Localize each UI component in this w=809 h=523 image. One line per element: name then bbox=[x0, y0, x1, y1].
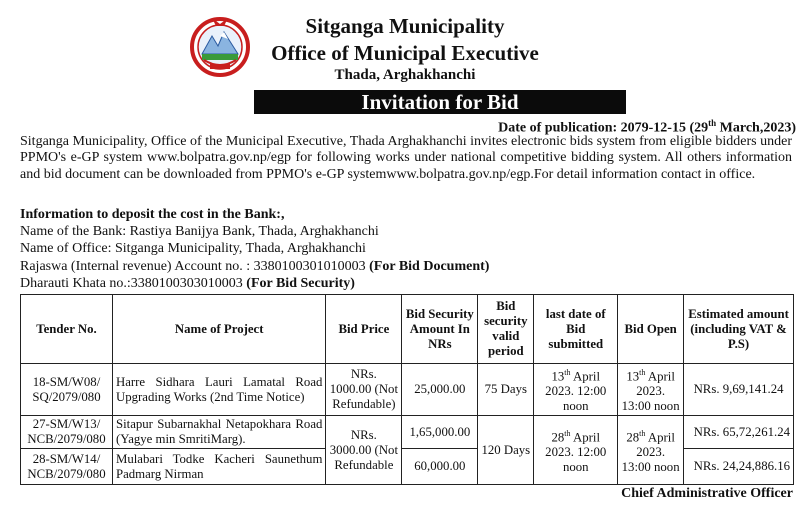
last-date: 28th April 2023. 12:00 noon bbox=[534, 416, 618, 485]
bid-table bbox=[20, 294, 794, 485]
last-date: 13th April 2023. 12:00 noon bbox=[534, 364, 618, 416]
header-estimated-amount: Estimated amount (including VAT & P.S) bbox=[684, 295, 794, 364]
office-title: Office of Municipal Executive bbox=[271, 41, 539, 65]
bank-info-heading: Information to deposit the cost in the Bank:, bbox=[20, 207, 285, 222]
header-bid-price: Bid Price bbox=[326, 295, 402, 364]
table-row bbox=[21, 364, 794, 416]
valid-period: 75 Days bbox=[478, 364, 534, 416]
municipality-title: Sitganga Municipality bbox=[305, 14, 505, 38]
table-row bbox=[21, 416, 794, 449]
header-last-date: last date of Bid submitted bbox=[534, 295, 618, 364]
valid-period: 120 Days bbox=[478, 416, 534, 485]
bid-security: 1,65,000.00 bbox=[402, 416, 478, 449]
header-tender-no: Tender No. bbox=[21, 295, 113, 364]
table-header-row bbox=[21, 295, 794, 364]
bid-security: 25,000.00 bbox=[402, 364, 478, 416]
bid-security: 60,000.00 bbox=[402, 449, 478, 485]
bank-name: Name of the Bank: Rastiya Banijya Bank, Thada, Arghakhanchi bbox=[20, 224, 379, 239]
header-bid-open: Bid Open bbox=[618, 295, 684, 364]
project-name: Sitapur Subarnakhal Netapokhara Road (Yagye min SmritiMarg). bbox=[112, 416, 325, 449]
bid-price: NRs. 1000.00 (Not Refundable) bbox=[326, 364, 402, 416]
tender-no: 28-SM/W14/ NCB/2079/080 bbox=[21, 449, 113, 485]
estimated-amount: NRs. 9,69,141.24 bbox=[684, 364, 794, 416]
notice-banner: Invitation for Bid bbox=[254, 90, 626, 114]
office-name: Name of Office: Sitganga Municipality, Thada, Arghakhanchi bbox=[20, 241, 366, 256]
office-location: Thada, Arghakhanchi bbox=[334, 67, 476, 83]
header-project: Name of Project bbox=[112, 295, 325, 364]
project-name: Mulabari Todke Kacheri Saunethum Padmarg Nirman bbox=[112, 449, 325, 485]
bid-price: NRs. 3000.00 (Not Refundable bbox=[326, 416, 402, 485]
header-valid-period: Bid security valid period bbox=[478, 295, 534, 364]
bid-open: 28th April 2023. 13:00 noon bbox=[618, 416, 684, 485]
dharauti-account: Dharauti Khata no.:3380100303010003 (For Bid Security) bbox=[20, 276, 355, 291]
estimated-amount: NRs. 65,72,261.24 bbox=[684, 416, 794, 449]
bid-open: 13th April 2023. 13:00 noon bbox=[618, 364, 684, 416]
tender-no: 27-SM/W13/ NCB/2079/080 bbox=[21, 416, 113, 449]
rajaswa-account: Rajaswa (Internal revenue) Account no. : 3380100301010003 (For Bid Document) bbox=[20, 259, 490, 274]
estimated-amount: NRs. 24,24,886.16 bbox=[684, 449, 794, 485]
project-name: Harre Sidhara Lauri Lamatal Road Upgrading Works (2nd Time Notice) bbox=[112, 364, 325, 416]
publication-date: Date of publication: 2079-12-15 (29th March,2023) bbox=[498, 118, 796, 136]
tender-no: 18-SM/W08/ SQ/2079/080 bbox=[21, 364, 113, 416]
intro-paragraph: Sitganga Municipality, Office of the Municipal Executive, Thada Arghakhanchi invites electronic bids system from eligible bidders under PPMO's e-GP system www.bolpatra.gov.np/egp for following works under national competitive bidding system. All others information and bid document can be downloaded from PPMO's e-GP systemwww.bolpatra.gov.np/egp.For detail information contact in office. bbox=[20, 134, 792, 182]
signature-title: Chief Administrative Officer bbox=[621, 486, 793, 501]
header-bid-security: Bid Security Amount In NRs bbox=[402, 295, 478, 364]
